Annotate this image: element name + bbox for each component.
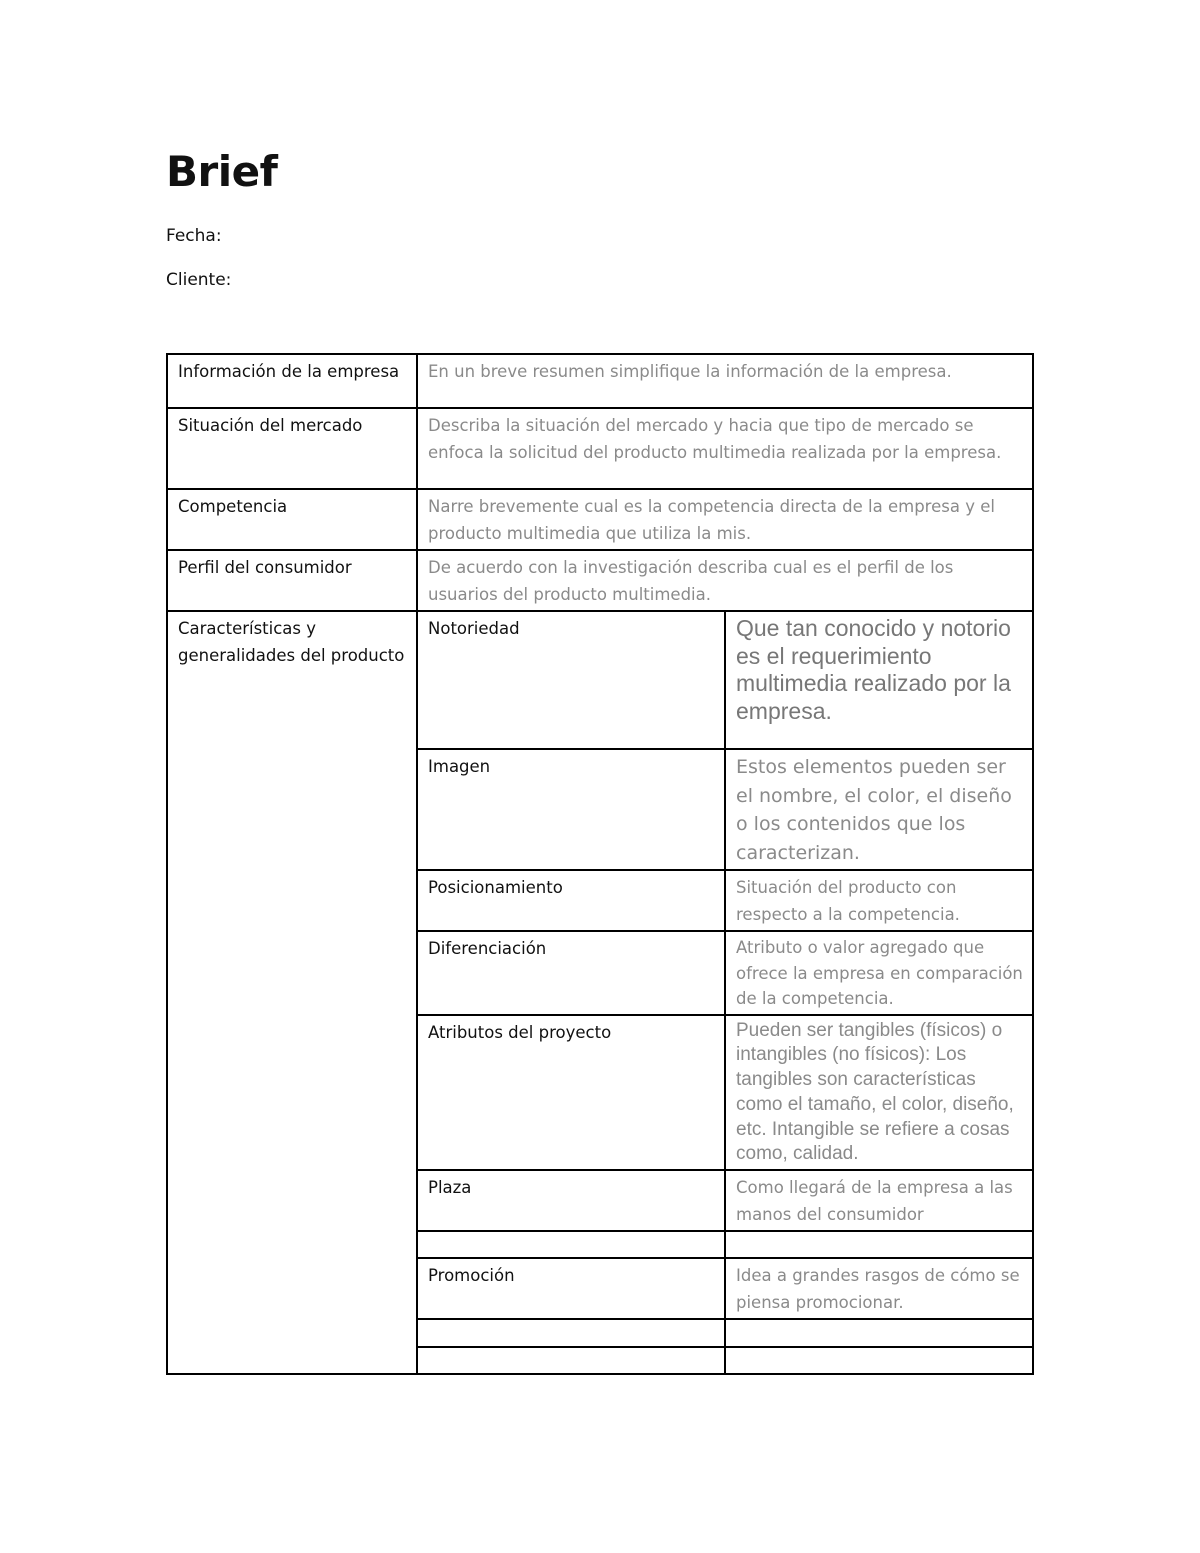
table-row bbox=[167, 550, 1033, 611]
row-label-caracteristicas: Características y generalidades del producto bbox=[167, 611, 417, 1374]
empty-cell[interactable] bbox=[417, 1231, 725, 1258]
empty-cell[interactable] bbox=[725, 1231, 1033, 1258]
row-label-competencia: Competencia bbox=[167, 489, 417, 550]
table-row bbox=[167, 611, 1033, 749]
cliente-label: Cliente: bbox=[166, 270, 232, 290]
sub-label-diferenciacion: Diferenciación bbox=[417, 931, 725, 1015]
page-title: Brief bbox=[166, 147, 278, 196]
sub-label-posicionamiento: Posicionamiento bbox=[417, 870, 725, 931]
sub-hint-promocion[interactable]: Idea a grandes rasgos de cómo se piensa promocionar. bbox=[725, 1258, 1033, 1319]
fecha-label: Fecha: bbox=[166, 226, 222, 246]
row-hint-competencia[interactable]: Narre brevemente cual es la competencia directa de la empresa y el producto multimedia que utiliza la mis. bbox=[417, 489, 1033, 550]
sub-hint-notoriedad[interactable]: Que tan conocido y notorio es el requerimiento multimedia realizado por la empresa. bbox=[725, 611, 1033, 749]
table-row bbox=[167, 489, 1033, 550]
row-label-perfil: Perfil del consumidor bbox=[167, 550, 417, 611]
brief-table bbox=[166, 353, 1034, 1375]
sub-hint-atributos[interactable]: Pueden ser tangibles (físicos) o intangibles (no físicos): Los tangibles son características como el tamaño, el color, diseño, etc. Intangible se refiere a cosas como, calidad. bbox=[725, 1015, 1033, 1171]
table-row bbox=[167, 408, 1033, 489]
empty-cell[interactable] bbox=[725, 1319, 1033, 1347]
sub-label-promocion: Promoción bbox=[417, 1258, 725, 1319]
sub-label-notoriedad: Notoriedad bbox=[417, 611, 725, 749]
sub-label-imagen: Imagen bbox=[417, 749, 725, 870]
table-row bbox=[167, 354, 1033, 408]
empty-cell[interactable] bbox=[417, 1347, 725, 1374]
row-label-informacion: Información de la empresa bbox=[167, 354, 417, 408]
row-hint-perfil[interactable]: De acuerdo con la investigación describa cual es el perfil de los usuarios del producto multimedia. bbox=[417, 550, 1033, 611]
row-label-situacion: Situación del mercado bbox=[167, 408, 417, 489]
sub-label-atributos: Atributos del proyecto bbox=[417, 1015, 725, 1171]
sub-label-plaza: Plaza bbox=[417, 1170, 725, 1231]
sub-hint-imagen[interactable]: Estos elementos pueden ser el nombre, el color, el diseño o los contenidos que los caracterizan. bbox=[725, 749, 1033, 870]
sub-hint-diferenciacion[interactable]: Atributo o valor agregado que ofrece la empresa en comparación de la competencia. bbox=[725, 931, 1033, 1015]
empty-cell[interactable] bbox=[417, 1319, 725, 1347]
empty-cell[interactable] bbox=[725, 1347, 1033, 1374]
sub-hint-plaza[interactable]: Como llegará de la empresa a las manos del consumidor bbox=[725, 1170, 1033, 1231]
sub-hint-posicionamiento[interactable]: Situación del producto con respecto a la competencia. bbox=[725, 870, 1033, 931]
row-hint-situacion[interactable]: Describa la situación del mercado y hacia que tipo de mercado se enfoca la solicitud del producto multimedia realizada por la empresa. bbox=[417, 408, 1033, 489]
row-hint-informacion[interactable]: En un breve resumen simplifique la información de la empresa. bbox=[417, 354, 1033, 408]
